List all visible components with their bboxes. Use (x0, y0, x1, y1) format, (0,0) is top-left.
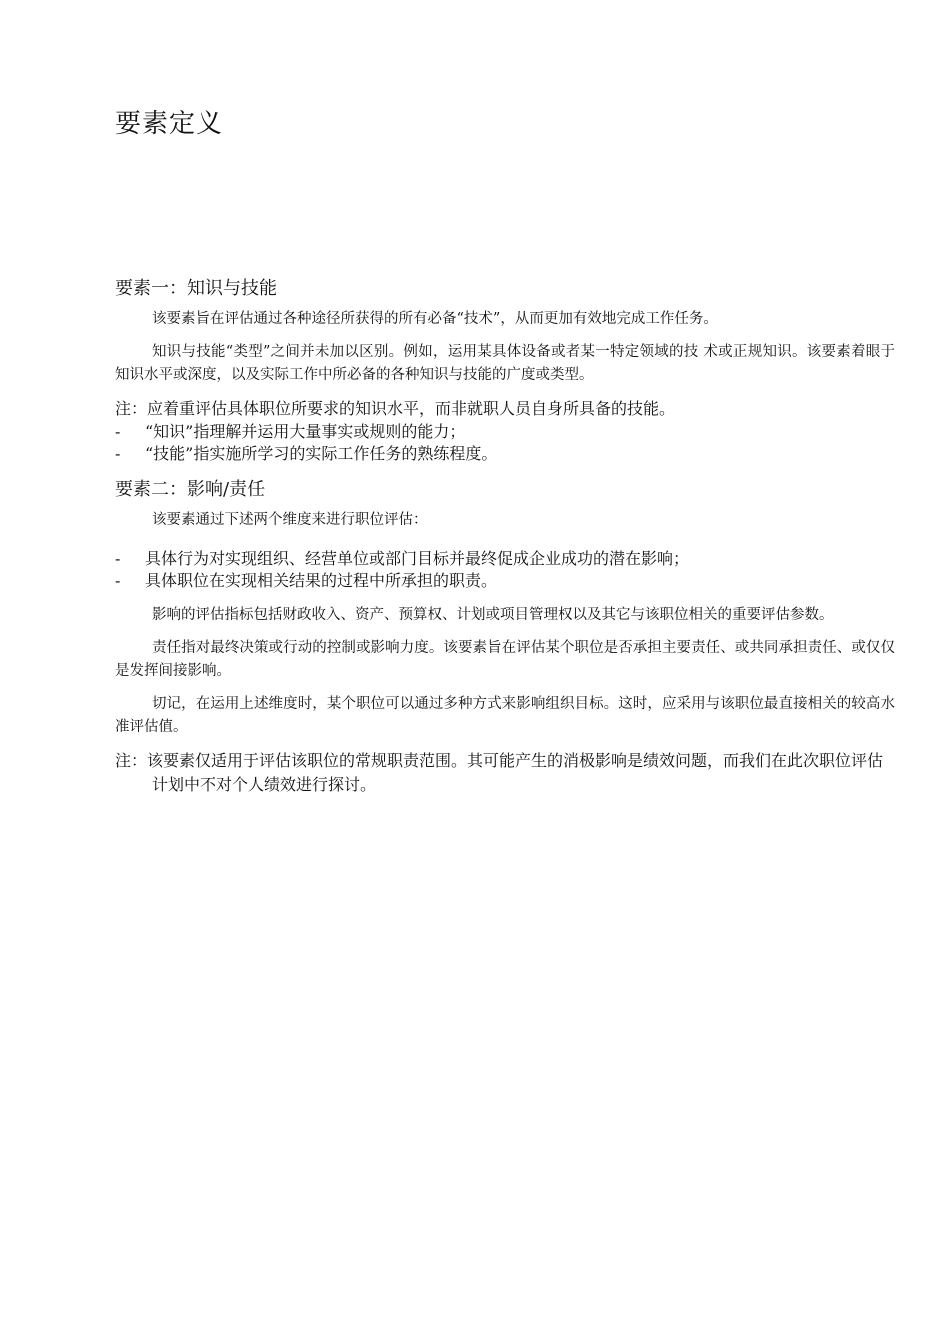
paragraph: 责任指对最终决策或行动的控制或影响力度。该要素旨在评估某个职位是否承担主要责任、或共同承担责任、或仅仅是发挥间接影响。 (115, 640, 895, 679)
spacer (115, 592, 895, 604)
list-item-text: 具体职位在实现相关结果的过程中所承担的职责。 (145, 571, 498, 590)
section-heading: 要素一：知识与技能 (115, 278, 277, 299)
note: 注：该要素仅适用于评估该职位的常规职责范围。其可能产生的消极影响是绩效问题，而我们在此次职位评估计划中不对个人绩效进行探讨。 (115, 751, 884, 794)
paragraph: 切记，在运用上述维度时，某个职位可以通过多种方式来影响组织目标。这时，应采用与该职位最直接相关的较高水准评估值。 (115, 696, 895, 735)
paragraph: 知识与技能“类型”之间并未加以区别。例如，运用某具体设备或者某一特定领域的技 术或正规知识。该要素着眼于知识水平或深度，以及实际工作中所必备的各种知识与技能的广度或类型。 (115, 344, 895, 383)
bullet-list (115, 548, 895, 592)
list-item (115, 421, 895, 443)
list-item-text: 具体行为对实现组织、经营单位或部门目标并最终促成企业成功的潜在影响； (145, 549, 690, 568)
bullet-dash: - (115, 571, 121, 590)
paragraph: 该要素通过下述两个维度来进行职位评估： (152, 512, 428, 528)
bullet-dash: - (115, 549, 121, 568)
page-title: 要素定义 (115, 109, 224, 139)
section-heading: 要素二：影响/责任 (115, 479, 266, 500)
list-item-text: “知识”指理解并运用大量事实或规则的能力； (145, 422, 466, 441)
list-item-text: “技能”指实施所学习的实际工作任务的熟练程度。 (145, 444, 498, 463)
bullet-list (115, 421, 895, 465)
paragraph: 该要素旨在评估通过各种途径所获得的所有必备“技术”，从而更加有效地完成工作任务。 (152, 311, 718, 327)
bullet-dash: - (115, 422, 121, 441)
section-impact-responsibility (115, 477, 895, 797)
paragraph: 影响的评估指标包括财政收入、资产、预算权、计划或项目管理权以及其它与该职位相关的重要评估参数。 (152, 607, 834, 623)
bullet-dash: - (115, 444, 121, 463)
document-body (115, 276, 895, 797)
section-knowledge-skills (115, 276, 895, 465)
note: 注：应着重评估具体职位所要求的知识水平，而非就职人员自身所具备的技能。 (115, 399, 676, 418)
list-item (115, 443, 895, 465)
list-item (115, 548, 895, 570)
spacer (115, 465, 895, 477)
list-item (115, 570, 895, 592)
